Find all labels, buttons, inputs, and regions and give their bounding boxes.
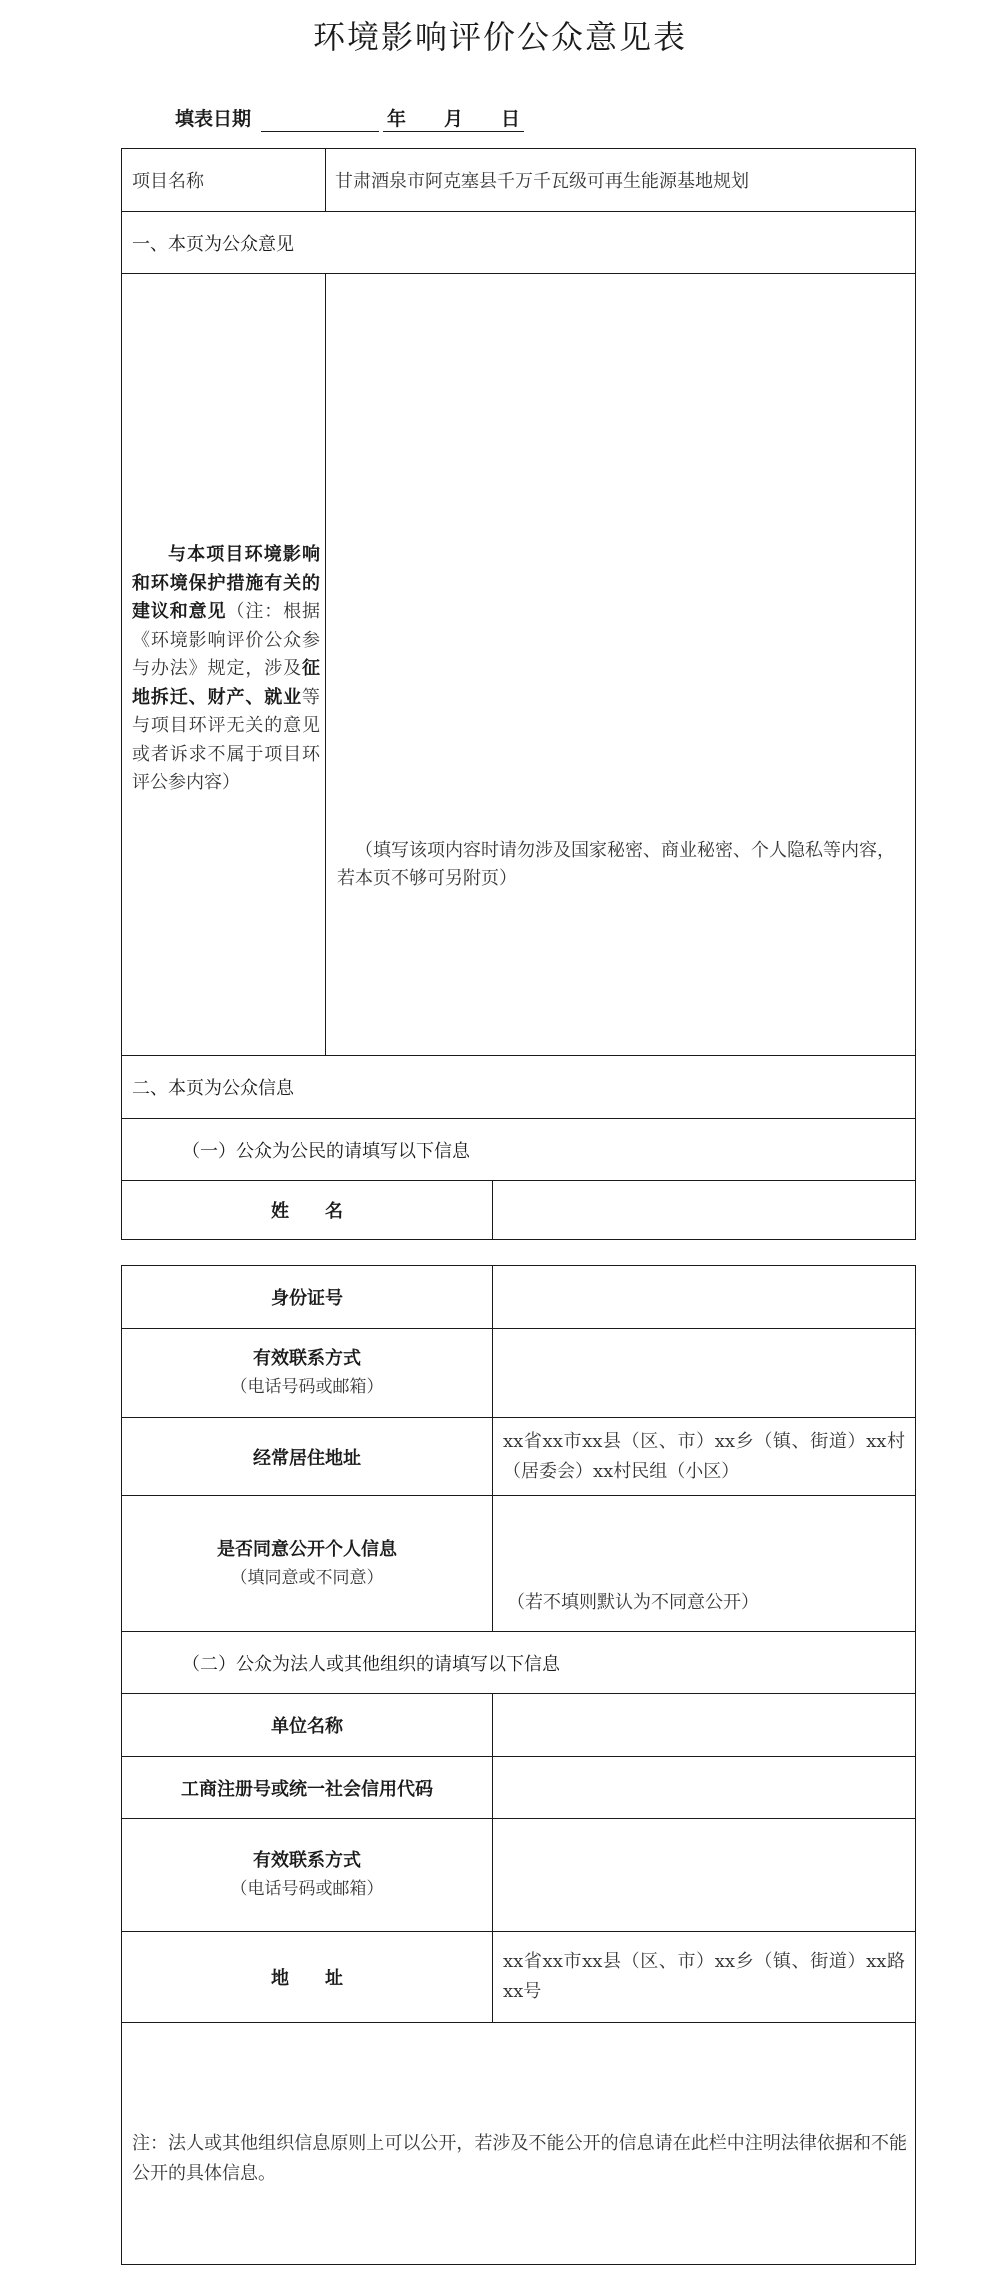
reg-label: 工商注册号或统一社会信用代码	[181, 1778, 433, 1800]
project-name-value: 甘肃酒泉市阿克塞县千万千瓦级可再生能源基地规划	[335, 171, 749, 192]
section1-heading: 一、本页为公众意见	[132, 233, 294, 255]
contact-sub: （电话号码或邮箱）	[230, 1377, 384, 1397]
section2-heading: 二、本页为公众信息	[132, 1078, 294, 1099]
id-input[interactable]	[493, 1266, 915, 1328]
unit-row	[122, 1694, 915, 1757]
fill-date-row	[175, 104, 524, 132]
contact-input[interactable]	[493, 1329, 915, 1417]
name-row	[122, 1181, 915, 1239]
section1-heading-row	[122, 212, 915, 274]
contact-label-cell	[122, 1329, 492, 1417]
date-day-blank[interactable]	[467, 111, 497, 132]
opinion-label-bold-2: 征地拆迁、财产、就业	[132, 658, 320, 708]
residence-label: 经常居住地址	[253, 1447, 361, 1469]
residence-value[interactable]: xx省xx市xx县（区、市）xx乡（镇、街道）xx村（居委会）xx村民组（小区）	[503, 1430, 905, 1482]
consent-input[interactable]	[493, 1496, 915, 1631]
consent-row	[122, 1496, 915, 1632]
org-contact-row	[122, 1819, 915, 1932]
residence-row	[122, 1418, 915, 1496]
info-table	[121, 1265, 916, 2265]
section2-heading-row	[122, 1056, 915, 1119]
date-day-unit: 日	[497, 104, 524, 132]
org-note: 注：法人或其他组织信息原则上可以公开，若涉及不能公开的信息请在此栏中注明法律依据和不能公开的具体信息。	[132, 2133, 907, 2184]
contact-label: 有效联系方式	[253, 1348, 361, 1369]
project-name-row	[122, 149, 915, 212]
divider	[325, 149, 326, 211]
fill-date-label: 填表日期	[175, 108, 252, 130]
consent-label-cell	[122, 1496, 492, 1631]
date-year-blank[interactable]	[261, 111, 379, 132]
opinion-label	[132, 541, 320, 798]
name-label: 姓 名	[271, 1201, 343, 1222]
date-month-blank[interactable]	[410, 111, 440, 132]
reg-input[interactable]	[493, 1757, 915, 1818]
id-row	[122, 1266, 915, 1329]
date-month-unit: 月	[440, 104, 467, 132]
consent-sub: （填同意或不同意）	[230, 1567, 384, 1588]
consent-label: 是否同意公开个人信息	[217, 1538, 397, 1560]
consent-hint: （若不填则默认为不同意公开）	[507, 1592, 759, 1613]
reg-row	[122, 1757, 915, 1819]
address-row	[122, 1932, 915, 2023]
opinion-note: （注：根据《环境影响评价公众参与办法》规定，涉及	[132, 601, 321, 680]
opinion-label-cell	[132, 274, 320, 1055]
citizen-heading: （一）公众为公民的请填写以下信息	[182, 1140, 470, 1162]
citizen-heading-row	[122, 1119, 915, 1181]
opinion-table	[121, 148, 916, 1240]
opinion-input-area[interactable]	[325, 274, 915, 1055]
form-title: 环境影响评价公众意见表	[312, 18, 687, 56]
unit-label: 单位名称	[271, 1716, 343, 1737]
org-heading: （二）公众为法人或其他组织的请填写以下信息	[182, 1653, 560, 1675]
opinion-label-bold: 与本项目环境影响和环境保护措施有关的建议和意见	[132, 544, 320, 623]
contact-row	[122, 1329, 915, 1418]
project-name-label: 项目名称	[132, 171, 204, 192]
address-label: 地 址	[271, 1968, 343, 1989]
unit-input[interactable]	[493, 1694, 915, 1756]
id-label: 身份证号	[271, 1288, 343, 1309]
org-contact-label-cell	[122, 1819, 492, 1931]
org-contact-sub: （电话号码或邮箱）	[230, 1879, 384, 1899]
org-contact-label: 有效联系方式	[253, 1850, 361, 1871]
opinion-hint: （填写该项内容时请勿涉及国家秘密、商业秘密、个人隐私等内容，若本页不够可另附页）	[337, 840, 895, 889]
note-row	[122, 2023, 915, 2263]
date-year-unit: 年	[383, 104, 410, 132]
org-contact-input[interactable]	[493, 1819, 915, 1931]
address-value[interactable]: xx省xx市xx县（区、市）xx乡（镇、街道）xx路xx号	[503, 1951, 905, 2002]
name-input[interactable]	[493, 1181, 915, 1239]
opinion-note-2: 等与项目环评无关的意见或者诉求不属于项目环评公参内容）	[132, 686, 320, 794]
opinion-row	[122, 274, 915, 1056]
org-heading-row	[122, 1632, 915, 1694]
